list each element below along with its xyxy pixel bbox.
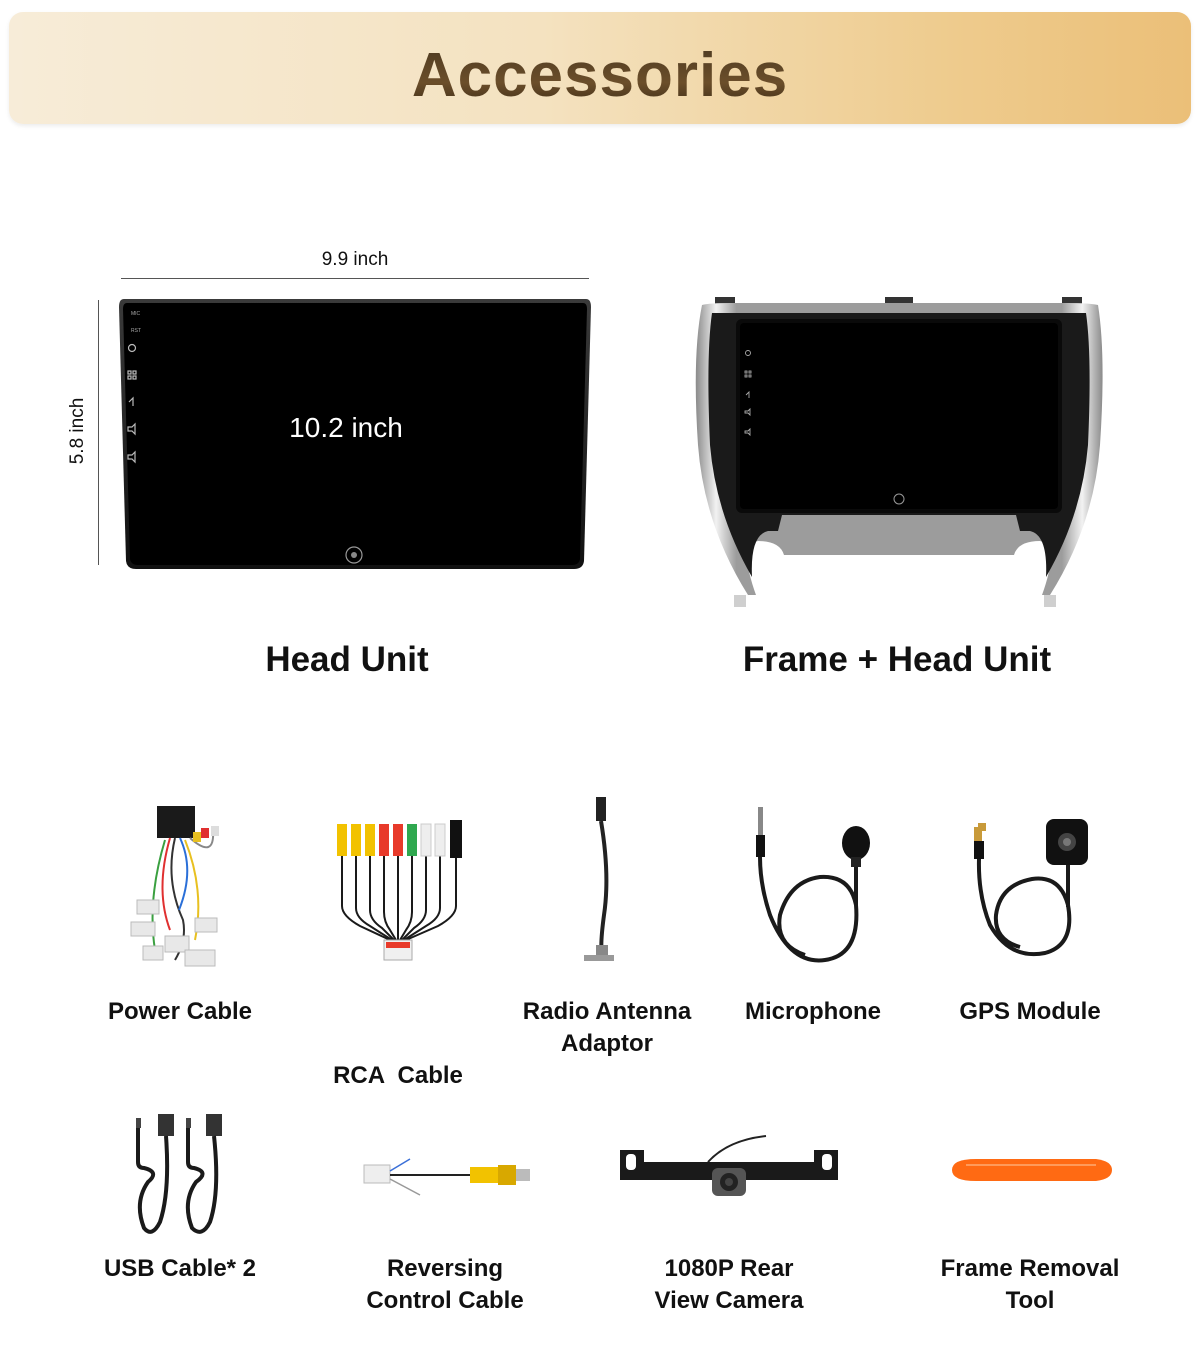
- accessory-label-rear-view-camera: [619, 1253, 839, 1317]
- frame-head-unit-image: [690, 295, 1108, 613]
- accessory-label-microphone: [713, 996, 913, 1028]
- accessory-label-line1: Microphone: [745, 998, 881, 1025]
- header-banner: [9, 12, 1191, 124]
- accessory-label-line1: Power Cable: [107, 998, 253, 1025]
- page-title: Accessories: [9, 40, 1191, 111]
- usb-cable-image: [130, 1112, 230, 1240]
- height-dimension-label: 5.8 inch: [67, 397, 88, 465]
- frame-head-unit-title: Frame + Head Unit: [742, 640, 1052, 679]
- power-cable-image: [125, 800, 235, 972]
- accessory-label-line2: Control Cable: [366, 1287, 524, 1314]
- accessory-label-power-cable: [80, 996, 280, 1028]
- reversing-control-cable-image: [360, 1145, 532, 1205]
- accessory-label-line2: Adaptor: [561, 1030, 653, 1057]
- accessory-label-line2: Tool: [1005, 1287, 1055, 1314]
- radio-antenna-adaptor-image: [576, 795, 624, 967]
- frame-removal-tool-image: [946, 1155, 1114, 1185]
- width-dimension-label: 9.9 inch: [321, 249, 389, 270]
- microphone-image: [750, 805, 875, 970]
- accessory-label-line1: Frame Removal: [940, 1255, 1120, 1282]
- head-unit-title: Head Unit: [265, 640, 429, 679]
- gps-module-image: [970, 815, 1090, 960]
- rear-view-camera-image: [618, 1132, 840, 1202]
- accessory-label-rca-cable: [298, 996, 498, 1124]
- svg-text:RST: RST: [131, 328, 141, 334]
- accessory-label-line1: USB Cable* 2: [103, 1255, 257, 1282]
- accessory-label-line1: Radio Antenna: [522, 998, 692, 1025]
- accessory-label-usb-cable: [80, 1253, 280, 1285]
- accessory-label-line1: GPS Module: [959, 998, 1101, 1025]
- accessory-label-gps-module: [930, 996, 1130, 1028]
- height-dimension-line: [98, 300, 99, 565]
- accessory-label-line1: RCA Cable: [333, 1062, 463, 1089]
- width-dimension-line: [121, 278, 589, 279]
- accessory-label-radio-antenna-adaptor: [497, 996, 717, 1060]
- svg-text:MIC: MIC: [131, 311, 141, 317]
- screen-size-label: 10.2 inch: [289, 412, 403, 443]
- accessory-label-line1: 1080P Rear: [664, 1255, 794, 1282]
- accessory-label-reversing-control-cable: [335, 1253, 555, 1317]
- accessory-label-frame-removal-tool: [920, 1253, 1140, 1317]
- accessory-label-line2: View Camera: [654, 1287, 804, 1314]
- accessory-label-line1: Reversing: [386, 1255, 504, 1282]
- rca-cable-image: [330, 816, 465, 964]
